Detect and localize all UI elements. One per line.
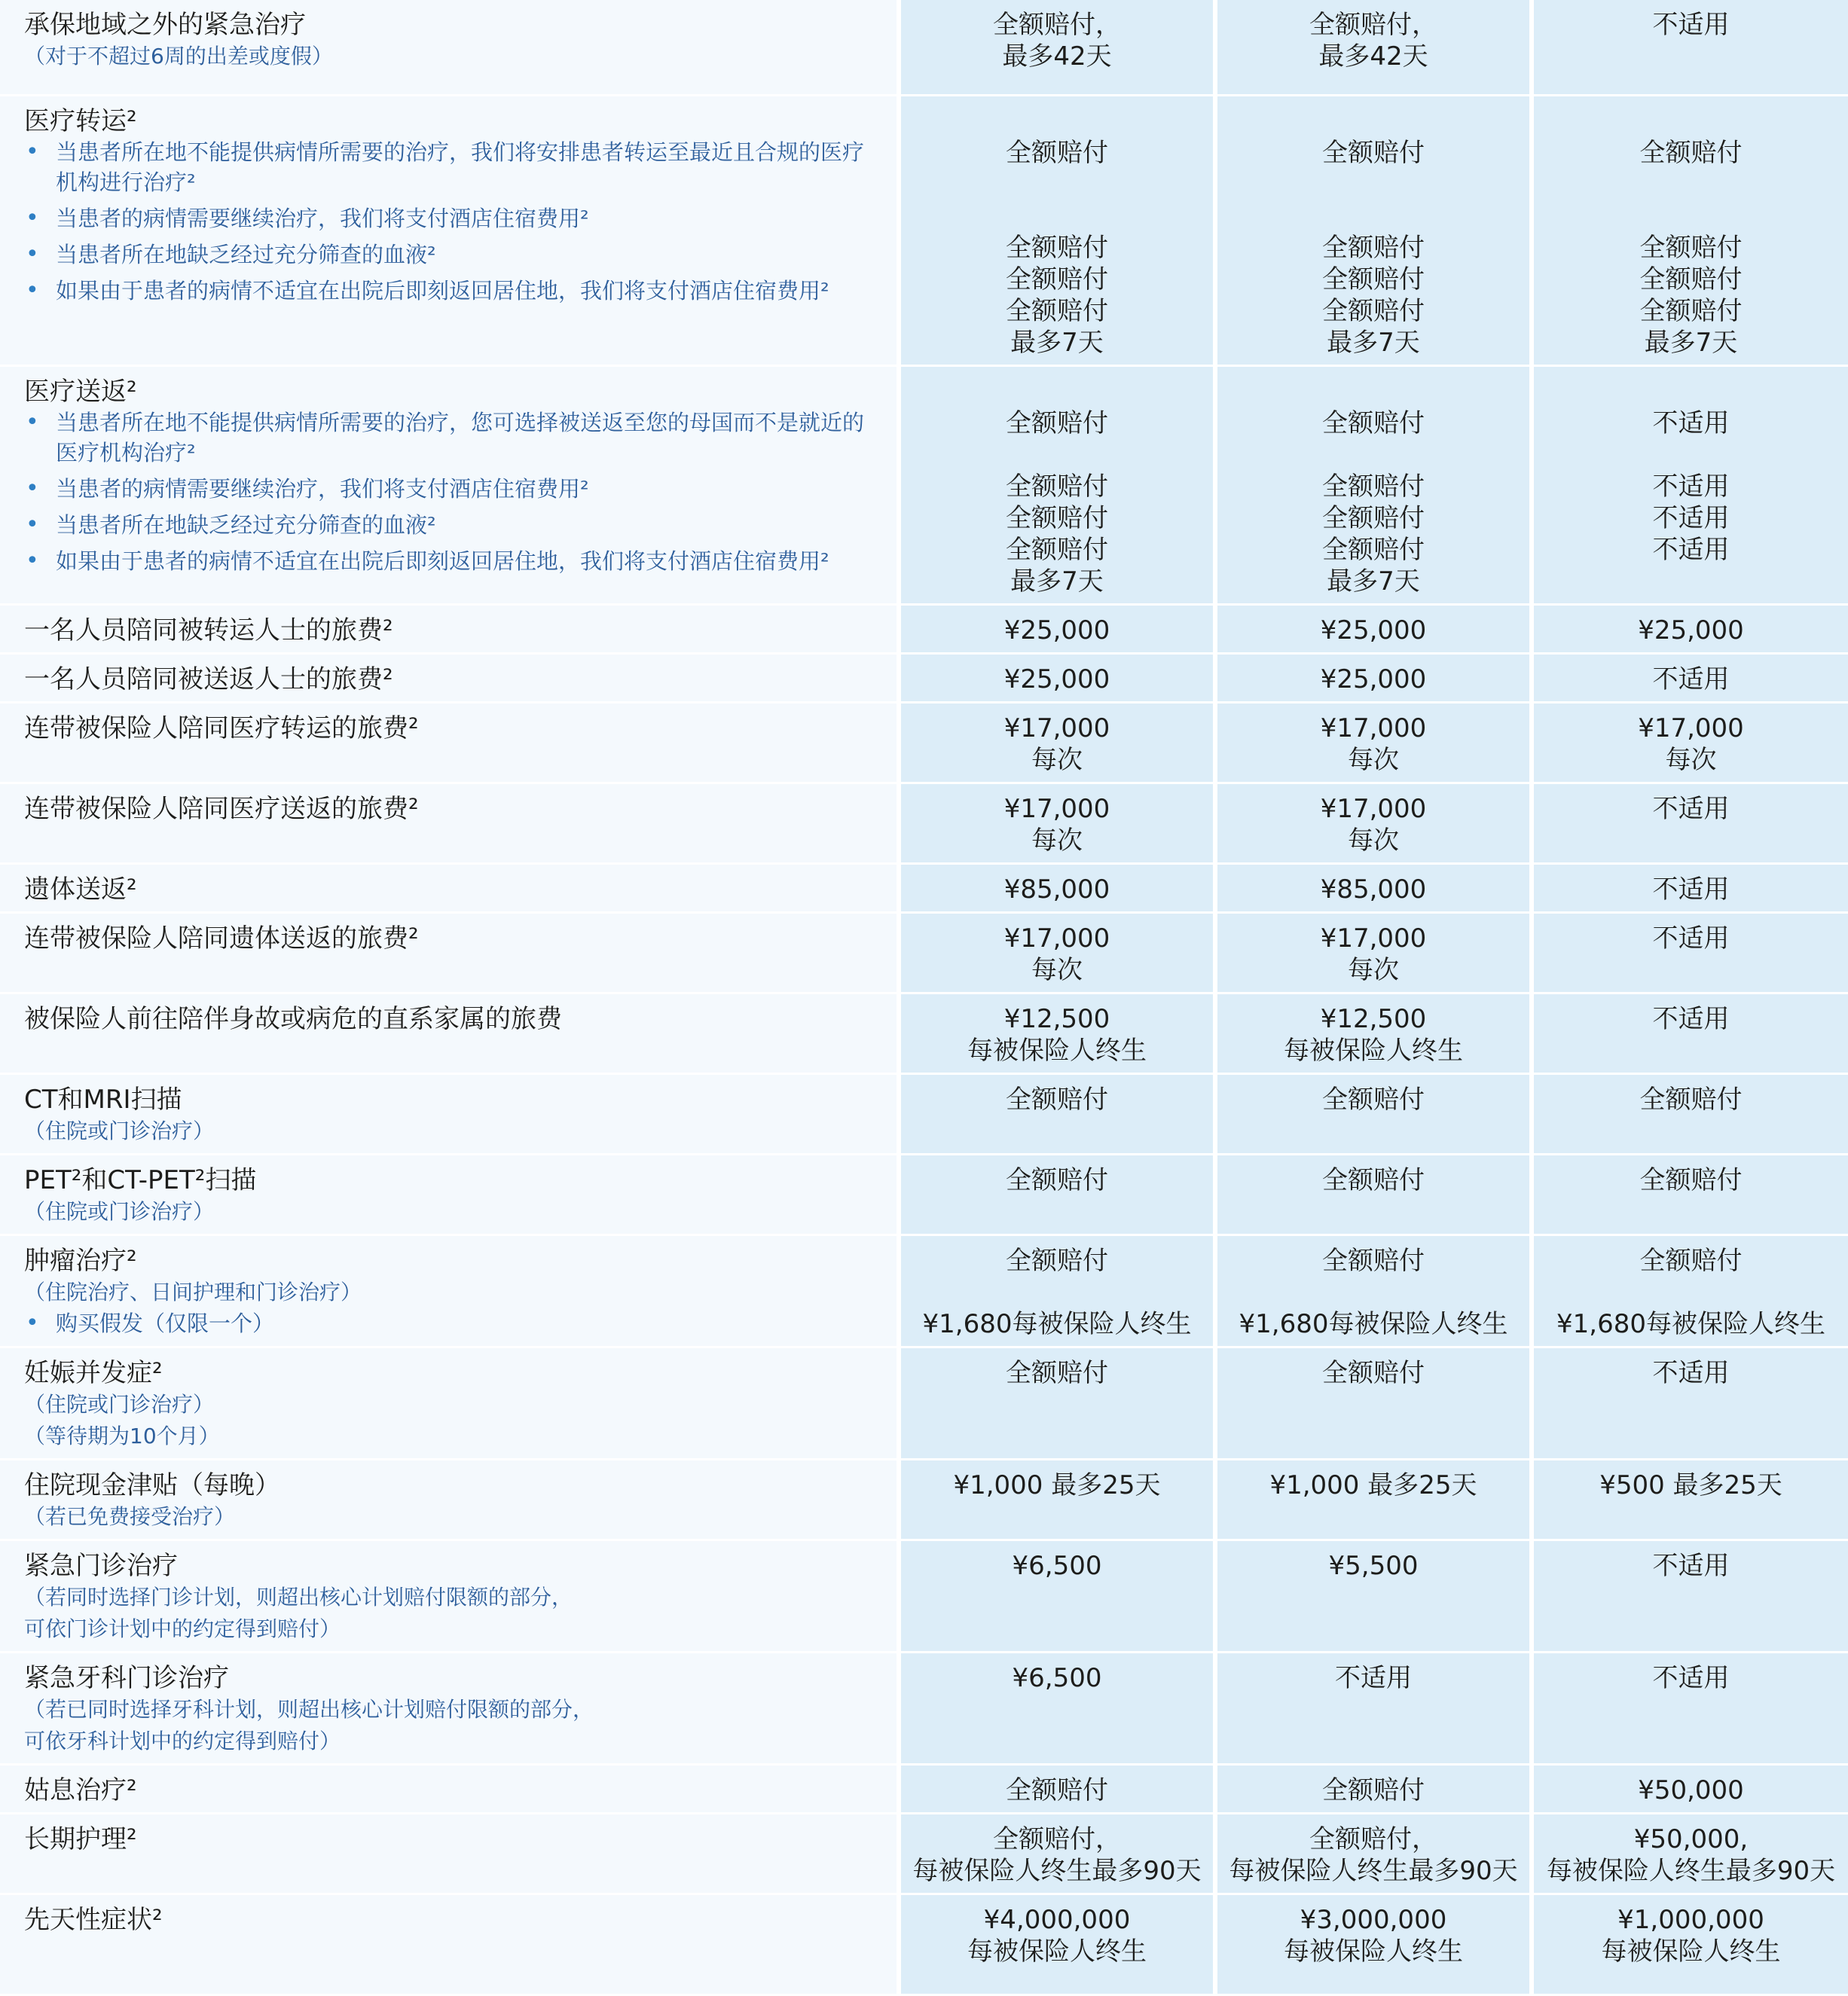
benefit-title: 妊娠并发症²	[24, 1357, 163, 1388]
plan-value-text	[907, 923, 1207, 986]
plan-value-text: ¥25,000	[1320, 615, 1427, 645]
benefit-title: 长期护理²	[24, 1824, 137, 1854]
plan-3-value-cell	[1532, 365, 1848, 604]
benefit-title: 紧急牙科门诊治疗	[24, 1662, 229, 1693]
benefit-label-cell	[0, 95, 899, 365]
benefit-row	[0, 783, 1848, 863]
benefit-label-cell	[0, 1813, 899, 1894]
benefit-title: 住院现金津贴（每晚）	[24, 1470, 280, 1500]
plan-value-text	[1540, 1904, 1842, 1967]
plan-2-value-cell	[1215, 912, 1532, 993]
plan-value-text: ¥1,000 最多25天	[1269, 1470, 1477, 1500]
plan-value-line: 最多42天	[1318, 41, 1428, 72]
plan-value-line: 每次	[1665, 744, 1717, 775]
benefit-note: （若已免费接受治疗）	[24, 1503, 236, 1529]
plan-2-value-cell	[1215, 702, 1532, 783]
plan-3-value-cell	[1532, 1347, 1848, 1459]
plan-2-value-cell	[1215, 1813, 1532, 1894]
plan-value-text	[1540, 376, 1842, 597]
benefit-label-cell	[0, 912, 899, 993]
plan-value-line: 最多7天	[1010, 327, 1104, 358]
plan-value-line: ¥3,000,000	[1300, 1904, 1447, 1935]
plan-value-line: ¥17,000	[1003, 793, 1110, 824]
plan-value-text: 不适用	[1652, 1662, 1730, 1693]
plan-1-value-cell	[899, 783, 1215, 863]
plan-value-text: ¥5,500	[1328, 1550, 1419, 1581]
benefit-label-cell	[0, 1540, 899, 1652]
plan-1-value-cell	[899, 365, 1215, 604]
benefit-row	[0, 0, 1848, 95]
plan-value-text	[1223, 105, 1523, 359]
benefit-row	[0, 1154, 1848, 1235]
plan-3-value-cell	[1532, 1764, 1848, 1813]
plan-value-text: 不适用	[1652, 793, 1730, 824]
benefit-title: 医疗送返²	[24, 376, 137, 407]
plan-value-text	[907, 9, 1207, 72]
plan-3-value-cell	[1532, 0, 1848, 95]
plan-1-value-cell	[899, 1073, 1215, 1154]
plan-value-text: 不适用	[1335, 1662, 1412, 1693]
plan-3-value-cell	[1532, 863, 1848, 912]
plan-value-text: ¥85,000	[1003, 874, 1110, 905]
plan-value-text	[1223, 1003, 1523, 1067]
plan-1-value-cell	[899, 1813, 1215, 1894]
plan-value-text	[1223, 713, 1523, 776]
plan-value-line: 全额赔付	[1322, 1245, 1425, 1276]
benefit-note: （住院或门诊治疗）	[24, 1118, 215, 1143]
plan-value-text: 不适用	[1652, 1550, 1730, 1581]
plan-2-value-cell	[1215, 783, 1532, 863]
plan-value-line: 最多7天	[1327, 566, 1420, 597]
plan-value-line: 最多42天	[1002, 41, 1112, 72]
plan-value-text: 不适用	[1652, 10, 1730, 40]
benefit-title: PET²和CT-PET²扫描	[24, 1164, 257, 1195]
plan-value-text: 不适用	[1652, 874, 1730, 905]
plan-2-value-cell	[1215, 1540, 1532, 1652]
benefit-row	[0, 912, 1848, 993]
plan-1-value-cell	[899, 0, 1215, 95]
plan-value-line: 全额赔付	[1322, 502, 1425, 533]
plan-2-value-cell	[1215, 1764, 1532, 1813]
plan-value-line: ¥17,000	[1320, 923, 1427, 954]
plan-value-line: 每次	[1031, 744, 1083, 775]
benefit-bullet-item: • 当患者所在地不能提供病情所需要的治疗，我们将安排患者转运至最近且合规的医疗机构进行治疗²	[24, 137, 880, 197]
plan-3-value-cell	[1532, 993, 1848, 1073]
plan-value-line: 每被保险人终生	[1284, 1035, 1463, 1066]
plan-value-text	[1540, 1824, 1842, 1887]
plan-value-line: ¥1,000,000	[1617, 1904, 1764, 1935]
plan-1-value-cell	[899, 1347, 1215, 1459]
plan-value-line	[1540, 105, 1842, 137]
plan-2-value-cell	[1215, 1894, 1532, 1994]
plan-value-text: 全额赔付	[1006, 1164, 1108, 1195]
plan-value-text: 全额赔付	[1639, 1084, 1743, 1115]
plan-3-value-cell	[1532, 702, 1848, 783]
plan-2-value-cell	[1215, 993, 1532, 1073]
plan-value-text: 全额赔付	[1322, 1084, 1425, 1115]
plan-value-line: ¥1,680每被保险人终生	[1556, 1308, 1825, 1339]
plan-value-text	[1540, 1245, 1842, 1340]
plan-value-text: ¥85,000	[1320, 874, 1427, 905]
benefit-row	[0, 1347, 1848, 1459]
plan-value-line: ¥50,000,	[1633, 1824, 1749, 1854]
benefit-note: （住院或门诊治疗）	[24, 1198, 215, 1224]
plan-3-value-cell	[1532, 95, 1848, 365]
plan-2-value-cell	[1215, 1347, 1532, 1459]
benefit-label-cell	[0, 1459, 899, 1540]
plan-value-line: 全额赔付，	[1309, 10, 1437, 40]
plan-2-value-cell	[1215, 1154, 1532, 1235]
plan-2-value-cell	[1215, 365, 1532, 604]
plan-value-line: 最多7天	[1644, 327, 1738, 358]
plan-value-line: 全额赔付	[1006, 502, 1108, 533]
plan-value-line: 每次	[1348, 954, 1399, 985]
benefit-note: （若同时选择门诊计划，则超出核心计划赔付限额的部分，	[24, 1584, 573, 1610]
benefit-title: 肿瘤治疗²	[24, 1245, 137, 1276]
plan-value-text: 全额赔付	[1322, 1357, 1425, 1388]
plan-value-text	[1540, 105, 1842, 359]
plan-value-text	[1223, 923, 1523, 986]
plan-value-line: ¥1,680每被保险人终生	[922, 1308, 1192, 1339]
plan-value-text: ¥25,000	[1003, 664, 1110, 694]
benefit-row	[0, 1652, 1848, 1764]
plan-value-line: ¥17,000	[1320, 793, 1427, 824]
benefit-row	[0, 702, 1848, 783]
benefit-label-cell	[0, 1347, 899, 1459]
plan-value-text	[907, 1003, 1207, 1067]
plan-value-text	[1223, 1245, 1523, 1340]
plan-value-line: 最多7天	[1010, 566, 1104, 597]
plan-3-value-cell	[1532, 1154, 1848, 1235]
plan-1-value-cell	[899, 863, 1215, 912]
plan-value-text: 全额赔付	[1322, 1775, 1425, 1805]
plan-value-text: ¥6,500	[1012, 1662, 1102, 1693]
plan-value-line	[907, 200, 1207, 232]
plan-3-value-cell	[1532, 783, 1848, 863]
benefit-label-cell	[0, 653, 899, 702]
plan-1-value-cell	[899, 1652, 1215, 1764]
plan-value-line	[1223, 1277, 1523, 1308]
benefit-title: 一名人员陪同被送返人士的旅费²	[24, 664, 393, 694]
benefit-title: 承保地域之外的紧急治疗	[24, 10, 306, 40]
plan-value-text	[1223, 793, 1523, 856]
benefit-title: CT和MRI扫描	[24, 1084, 182, 1115]
plan-1-value-cell	[899, 1540, 1215, 1652]
benefit-title: 紧急门诊治疗	[24, 1550, 178, 1581]
benefit-title: 一名人员陪同被转运人士的旅费²	[24, 615, 393, 645]
benefit-note: （等待期为10个月）	[24, 1423, 220, 1448]
plan-value-line: 全额赔付	[1639, 264, 1743, 295]
plan-value-line: 每次	[1031, 954, 1083, 985]
benefit-row	[0, 993, 1848, 1073]
plan-3-value-cell	[1532, 1652, 1848, 1764]
benefit-row	[0, 95, 1848, 365]
benefit-title: 姑息治疗²	[24, 1775, 137, 1805]
plan-value-line: 每被保险人终生	[967, 1936, 1147, 1967]
benefit-bullet-item: • 当患者的病情需要继续治疗，我们将支付酒店住宿费用²	[24, 474, 880, 504]
benefit-bullet-item: • 当患者的病情需要继续治疗，我们将支付酒店住宿费用²	[24, 203, 880, 233]
plan-value-line	[907, 376, 1207, 407]
plan-value-line	[1223, 105, 1523, 137]
plan-value-line: 每被保险人终生最多90天	[1229, 1855, 1518, 1886]
plan-value-line: 最多7天	[1327, 327, 1420, 358]
plan-value-text: 全额赔付	[1639, 1164, 1743, 1195]
plan-value-text	[1223, 376, 1523, 597]
plan-value-text: 不适用	[1652, 1357, 1730, 1388]
plan-value-line: ¥12,500	[1003, 1003, 1110, 1034]
plan-value-line	[1223, 439, 1523, 471]
plan-value-text: 全额赔付	[1006, 1084, 1108, 1115]
benefit-label-cell	[0, 1235, 899, 1347]
plan-value-line	[1540, 1277, 1842, 1308]
benefit-label-cell	[0, 604, 899, 653]
benefit-note: 可依门诊计划中的约定得到赔付）	[24, 1616, 341, 1641]
benefit-title: 先天性症状²	[24, 1904, 163, 1935]
plan-1-value-cell	[899, 1894, 1215, 1994]
plan-value-text	[1223, 1824, 1523, 1887]
plan-value-line: ¥17,000	[1638, 713, 1744, 743]
plan-2-value-cell	[1215, 0, 1532, 95]
plan-value-line: ¥17,000	[1003, 713, 1110, 743]
plan-value-line: 不适用	[1652, 471, 1730, 502]
benefit-title: 连带被保险人陪同医疗转运的旅费²	[24, 713, 419, 743]
plan-value-line: 全额赔付	[1006, 534, 1108, 565]
plan-value-line: 全额赔付	[1322, 137, 1425, 168]
plan-value-text: ¥25,000	[1638, 615, 1744, 645]
plan-value-line: 每被保险人终生最多90天	[1546, 1855, 1836, 1886]
benefit-row	[0, 1894, 1848, 1994]
plan-value-text: ¥1,000 最多25天	[953, 1470, 1161, 1500]
plan-value-line: ¥1,680每被保险人终生	[1239, 1308, 1508, 1339]
plan-value-line: 每被保险人终生	[1284, 1936, 1463, 1967]
plan-value-line	[1540, 439, 1842, 471]
benefit-label-cell	[0, 0, 899, 95]
plan-value-line: 全额赔付，	[1309, 1824, 1437, 1854]
benefit-label-cell	[0, 1154, 899, 1235]
plan-1-value-cell	[899, 604, 1215, 653]
plan-1-value-cell	[899, 1154, 1215, 1235]
plan-value-text: 不适用	[1652, 923, 1730, 954]
benefit-title: 医疗转运²	[24, 105, 137, 136]
plan-3-value-cell	[1532, 1813, 1848, 1894]
plan-value-line: 不适用	[1652, 407, 1730, 438]
plan-value-text	[907, 793, 1207, 856]
plan-3-value-cell	[1532, 912, 1848, 993]
benefit-label-cell	[0, 783, 899, 863]
plan-1-value-cell	[899, 993, 1215, 1073]
plan-3-value-cell	[1532, 1894, 1848, 1994]
benefit-label-cell	[0, 1894, 899, 1994]
plan-2-value-cell	[1215, 1459, 1532, 1540]
plan-1-value-cell	[899, 1764, 1215, 1813]
plan-value-line: 全额赔付	[1322, 534, 1425, 565]
benefit-row	[0, 604, 1848, 653]
plan-1-value-cell	[899, 912, 1215, 993]
plan-1-value-cell	[899, 1235, 1215, 1347]
plan-value-text	[907, 1245, 1207, 1340]
benefit-title: 连带被保险人陪同遗体送返的旅费²	[24, 923, 419, 954]
benefit-bullet-item: • 如果由于患者的病情不适宜在出院后即刻返回居住地，我们将支付酒店住宿费用²	[24, 546, 880, 576]
plan-value-text: 全额赔付	[1322, 1164, 1425, 1195]
benefit-label-cell	[0, 1764, 899, 1813]
plan-value-line: 全额赔付	[1006, 407, 1108, 438]
plan-value-line: 每次	[1348, 825, 1399, 856]
benefit-title: 连带被保险人陪同医疗送返的旅费²	[24, 793, 419, 824]
plan-value-line: 全额赔付	[1322, 407, 1425, 438]
plan-value-line	[1540, 566, 1842, 597]
benefit-label-cell	[0, 863, 899, 912]
plan-value-line: 每被保险人终生	[1601, 1936, 1781, 1967]
benefit-row	[0, 653, 1848, 702]
benefit-bullet-item: • 购买假发（仅限一个）	[24, 1308, 880, 1338]
plan-value-line: 全额赔付	[1006, 1245, 1108, 1276]
benefit-bullet-item: • 如果由于患者的病情不适宜在出院后即刻返回居住地，我们将支付酒店住宿费用²	[24, 276, 880, 306]
plan-value-line: 全额赔付	[1639, 295, 1743, 326]
plan-3-value-cell	[1532, 1073, 1848, 1154]
plan-2-value-cell	[1215, 1073, 1532, 1154]
plan-value-text	[907, 713, 1207, 776]
benefit-row	[0, 1540, 1848, 1652]
plan-3-value-cell	[1532, 1540, 1848, 1652]
plan-value-line	[907, 169, 1207, 200]
plan-value-line: 全额赔付	[1639, 1245, 1743, 1276]
plan-2-value-cell	[1215, 863, 1532, 912]
plan-value-line: 全额赔付	[1006, 264, 1108, 295]
plan-value-line: 全额赔付	[1322, 295, 1425, 326]
plan-value-line: ¥17,000	[1003, 923, 1110, 954]
plan-value-text	[907, 376, 1207, 597]
plan-value-text: ¥25,000	[1320, 664, 1427, 694]
plan-value-text: ¥500 最多25天	[1599, 1470, 1782, 1500]
plan-value-line: 全额赔付	[1322, 264, 1425, 295]
benefit-label-cell	[0, 1073, 899, 1154]
benefit-title: 遗体送返²	[24, 874, 137, 905]
benefit-title: 被保险人前往陪伴身故或病危的直系家属的旅费	[24, 1003, 562, 1034]
plan-1-value-cell	[899, 653, 1215, 702]
plan-2-value-cell	[1215, 1652, 1532, 1764]
plan-value-line: 全额赔付	[1639, 137, 1743, 168]
benefit-note: （住院治疗、日间护理和门诊治疗）	[24, 1279, 362, 1305]
benefit-label-cell	[0, 1652, 899, 1764]
plan-value-line	[1540, 376, 1842, 407]
plan-1-value-cell	[899, 95, 1215, 365]
plan-value-text: 全额赔付	[1006, 1357, 1108, 1388]
plan-value-line: 每次	[1031, 825, 1083, 856]
plan-value-line: 全额赔付	[1006, 137, 1108, 168]
plan-value-text	[907, 105, 1207, 359]
plan-value-line: ¥12,500	[1320, 1003, 1427, 1034]
plan-value-line: 全额赔付，	[993, 10, 1121, 40]
benefit-bullet-item: • 当患者所在地不能提供病情所需要的治疗，您可选择被送返至您的母国而不是就近的医疗机构治疗²	[24, 407, 880, 468]
plan-value-text: ¥25,000	[1003, 615, 1110, 645]
plan-value-text	[907, 1824, 1207, 1887]
plan-value-line	[1223, 200, 1523, 232]
benefit-note: （对于不超过6周的出差或度假）	[24, 44, 333, 69]
plan-value-text	[907, 1904, 1207, 1967]
benefit-row	[0, 1235, 1848, 1347]
benefit-label-cell	[0, 702, 899, 783]
benefit-label-cell	[0, 993, 899, 1073]
plan-value-line: 全额赔付	[1006, 295, 1108, 326]
plan-value-line: 全额赔付	[1639, 232, 1743, 263]
benefit-label-cell	[0, 365, 899, 604]
plan-value-line: ¥4,000,000	[983, 1904, 1131, 1935]
plan-value-line: 全额赔付	[1322, 471, 1425, 502]
plan-2-value-cell	[1215, 95, 1532, 365]
plan-value-line	[907, 439, 1207, 471]
benefit-note: 可依牙科计划中的约定得到赔付）	[24, 1728, 341, 1753]
plan-value-line	[907, 1277, 1207, 1308]
plan-value-line: 全额赔付，	[993, 1824, 1121, 1854]
benefit-bullet-item: • 当患者所在地缺乏经过充分筛查的血液²	[24, 240, 880, 270]
benefit-row	[0, 1813, 1848, 1894]
benefit-bullet-item: • 当患者所在地缺乏经过充分筛查的血液²	[24, 510, 880, 540]
benefit-note: （住院或门诊治疗）	[24, 1391, 215, 1417]
plan-2-value-cell	[1215, 653, 1532, 702]
plan-value-line	[1540, 169, 1842, 200]
benefit-note: （若已同时选择牙科计划，则超出核心计划赔付限额的部分，	[24, 1696, 594, 1722]
plan-value-text: ¥6,500	[1012, 1550, 1102, 1581]
plan-value-line	[1540, 200, 1842, 232]
plan-value-line: 全额赔付	[1006, 232, 1108, 263]
benefit-row	[0, 365, 1848, 604]
plan-value-line: 每次	[1348, 744, 1399, 775]
benefit-row	[0, 1764, 1848, 1813]
plan-value-line: 不适用	[1652, 534, 1730, 565]
benefit-row	[0, 1073, 1848, 1154]
plan-1-value-cell	[899, 702, 1215, 783]
plan-2-value-cell	[1215, 1235, 1532, 1347]
plan-value-text: 全额赔付	[1006, 1775, 1108, 1805]
plan-1-value-cell	[899, 1459, 1215, 1540]
benefit-row	[0, 863, 1848, 912]
plan-3-value-cell	[1532, 1235, 1848, 1347]
plan-value-text: 不适用	[1652, 664, 1730, 694]
plan-3-value-cell	[1532, 1459, 1848, 1540]
plan-value-text: 不适用	[1652, 1003, 1730, 1034]
plan-value-text	[1223, 1904, 1523, 1967]
plan-value-line: 每被保险人终生最多90天	[912, 1855, 1202, 1886]
plan-value-text	[1540, 713, 1842, 776]
plan-value-line: 全额赔付	[1006, 471, 1108, 502]
plan-3-value-cell	[1532, 653, 1848, 702]
plan-value-line	[907, 105, 1207, 137]
benefit-row	[0, 1459, 1848, 1540]
plan-value-text	[1223, 9, 1523, 72]
plan-3-value-cell	[1532, 604, 1848, 653]
plan-value-line	[1223, 376, 1523, 407]
plan-value-line: 每被保险人终生	[967, 1035, 1147, 1066]
plan-value-text: ¥50,000	[1638, 1775, 1744, 1805]
plan-value-line: 不适用	[1652, 502, 1730, 533]
plan-value-line	[1223, 169, 1523, 200]
plan-value-line: ¥17,000	[1320, 713, 1427, 743]
plan-value-line: 全额赔付	[1322, 232, 1425, 263]
plan-2-value-cell	[1215, 604, 1532, 653]
